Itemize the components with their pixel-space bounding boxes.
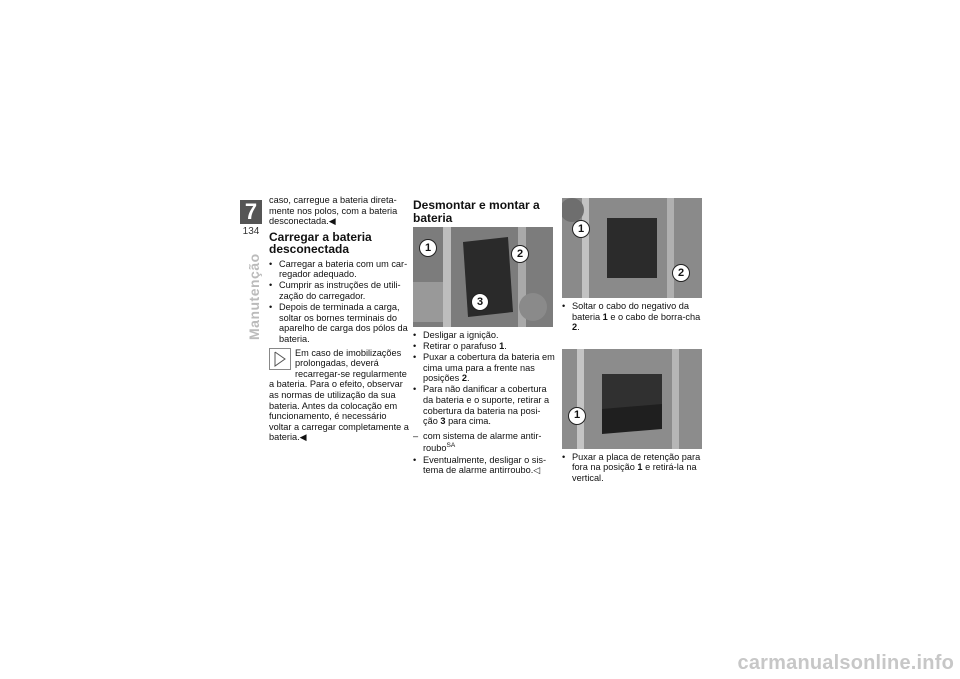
plate-steps [562, 452, 702, 484]
list-item: • Carregar a bateria com um car-regador adequado. [269, 259, 409, 280]
photo-label-2: 2 [511, 245, 529, 263]
chapter-number: 7 [240, 200, 262, 224]
list-item: • Puxar a cobertura da bateria em cima uma para a frente nas posições 2. [413, 352, 555, 384]
list-item: • Cumprir as instruções de utili-zação do carregador. [269, 280, 409, 301]
list-item: • Puxar a placa de retenção para fora na posição 1 e retirá-la na vertical. [562, 452, 702, 484]
negative-cable-photo [562, 198, 702, 298]
intro-text: caso, carregue a bateria direta-mente nos polos, com a bateria desconectada.◀ [269, 195, 398, 227]
column-1 [269, 195, 409, 443]
list-item: • Eventualmente, desligar o sis-tema de alarme antirroubo.◁ [413, 455, 555, 476]
page-number: 134 [242, 226, 260, 237]
note-block [269, 348, 409, 443]
list-item: • Depois de terminada a carga, soltar os bornes terminais do aparelho de carga dos pólos da bateria. [269, 302, 409, 344]
alarm-steps [413, 431, 555, 476]
cable-steps [562, 301, 702, 333]
photo-label-3: 3 [471, 293, 489, 311]
list-item: • Soltar o cabo do negativo da bateria 1 e o cabo de borra-cha 2. [562, 301, 702, 333]
charge-steps [269, 259, 409, 345]
photo-label-1: 1 [568, 407, 586, 425]
column-2 [413, 195, 555, 476]
side-chapter-title: Manutenção [246, 253, 262, 340]
section-heading-charge: Carregar a bateria desconectada [269, 229, 372, 257]
retaining-plate-photo [562, 349, 702, 449]
list-item: • Retirar o parafuso 1. [413, 341, 555, 352]
list-item: • Desligar a ignição. [413, 330, 555, 341]
retaining-plate-illustration [562, 349, 702, 449]
section-heading-battery: Desmontar e montar a bateria [413, 198, 540, 225]
battery-illustration [562, 198, 702, 298]
note-triangle-icon [269, 348, 291, 370]
battery-steps [413, 330, 555, 427]
photo-label-2: 2 [672, 264, 690, 282]
column-3 [562, 195, 702, 484]
list-item: – com sistema de alarme antir-roubo$^{SA}$ [413, 431, 555, 454]
watermark: carmanualsonline.info [737, 652, 954, 674]
photo-label-1: 1 [419, 239, 437, 257]
battery-cover-photo [413, 227, 553, 327]
photo-label-1: 1 [572, 220, 590, 238]
list-item: • Para não danificar a cobertura da bateria e o suporte, retirar a cobertura da bateria na posi-ção 3 para cima. [413, 384, 555, 426]
note-text: Em caso de imobilizações prolongadas, deverá recarregar-se regularmente a bateria. Para o efeito, observar as normas de utilização da sua bateria. Antes da colocação em funcionamento, é necessário voltar a carregar completamente a bateria.◀ [269, 347, 409, 443]
